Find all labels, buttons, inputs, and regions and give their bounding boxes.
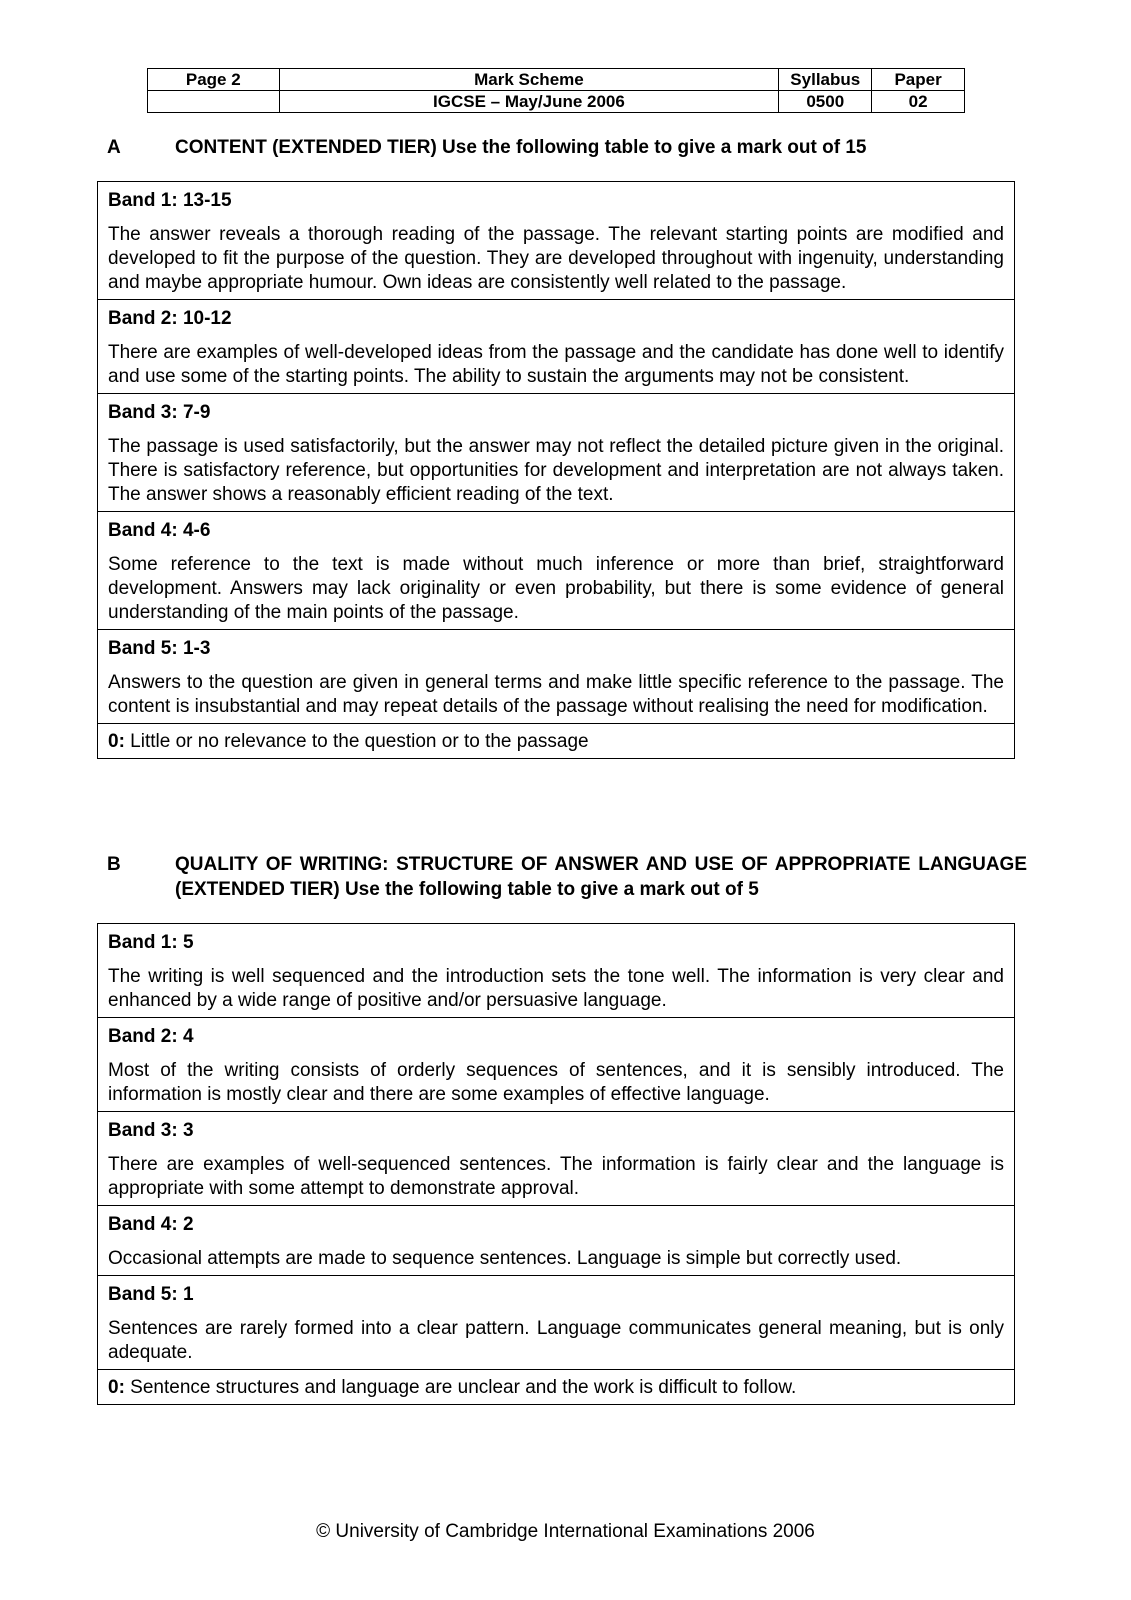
band-title: Band 3: 7-9 [108,402,211,423]
band-row [98,512,1014,630]
band-description: The answer reveals a thorough reading of the passage. The relevant starting points are modified and developed to fit the purpose of the question. They are developed throughout with ingenuity, understanding and maybe appropriate humour. Own ideas are consistently well related to the passage. [108,224,1004,293]
band-row [98,1206,1014,1276]
section-b-heading [107,852,1027,902]
zero-description: Sentence structures and language are unclear and the work is difficult to follow. [124,1377,797,1398]
band-description: There are examples of well-developed ideas from the passage and the candidate has done well to identify and use some of the starting points. The ability to sustain the arguments may not be consistent. [108,342,1004,387]
band-row [98,1276,1014,1370]
band-description: There are examples of well-sequenced sentences. The information is fairly clear and the language is appropriate with some attempt to demonstrate approval. [108,1154,1004,1199]
paper-label: Paper [872,69,965,91]
band-row [98,394,1014,512]
page-label: Page 2 [148,69,280,91]
band-zero-row [98,724,1014,758]
zero-description: Little or no relevance to the question or to the passage [124,731,589,752]
copyright-footer: © University of Cambridge International Examinations 2006 [316,1521,815,1542]
band-description: Occasional attempts are made to sequence sentences. Language is simple but correctly used. [108,1248,902,1269]
band-row [98,1112,1014,1206]
band-description: Answers to the question are given in general terms and make little specific reference to the passage. The content is insubstantial and may repeat details of the passage without realising the need for modification. [108,672,1004,717]
paper-value: 02 [872,91,965,113]
band-row [98,300,1014,394]
zero-label: 0: [108,1377,125,1398]
band-title: Band 2: 4 [108,1026,194,1047]
band-description: The passage is used satisfactorily, but the answer may not reflect the detailed picture given in the original. There is satisfactory reference, but opportunities for development and interpretation are not always taken. The answer shows a reasonably efficient reading of the text. [108,436,1004,505]
band-title: Band 5: 1 [108,1284,194,1305]
syllabus-value: 0500 [779,91,872,113]
section-a-heading [107,135,1027,160]
band-row [98,630,1014,724]
band-title: Band 1: 5 [108,932,194,953]
band-title: Band 3: 3 [108,1120,194,1141]
zero-label: 0: [108,731,125,752]
band-zero-row [98,1370,1014,1404]
band-description: Most of the writing consists of orderly sequences of sentences, and it is sensibly introduced. The information is mostly clear and there are some examples of effective language. [108,1060,1004,1105]
band-row [98,182,1014,300]
header-table [147,68,965,113]
band-title: Band 1: 13-15 [108,190,232,211]
band-title: Band 4: 4-6 [108,520,211,541]
band-title: Band 2: 10-12 [108,308,232,329]
band-description: The writing is well sequenced and the introduction sets the tone well. The information is very clear and enhanced by a wide range of positive and/or persuasive language. [108,966,1004,1011]
section-title: QUALITY OF WRITING: STRUCTURE OF ANSWER AND USE OF APPROPRIATE LANGUAGE (EXTENDED TIER) Use the following table to give a mark out of 5 [175,854,1027,900]
header-empty-cell [148,91,280,113]
mark-scheme-label: Mark Scheme [279,69,779,91]
band-title: Band 4: 2 [108,1214,194,1235]
syllabus-label: Syllabus [779,69,872,91]
band-title: Band 5: 1-3 [108,638,211,659]
band-row [98,924,1014,1018]
section-title: CONTENT (EXTENDED TIER) Use the following table to give a mark out of 15 [175,137,867,158]
section-a-band-table [97,181,1015,759]
band-description: Some reference to the text is made without much inference or more than brief, straightforward development. Answers may lack originality or even probability, but there is some evidence of general understanding of the main points of the passage. [108,554,1004,623]
band-description: Sentences are rarely formed into a clear pattern. Language communicates general meaning, but is only adequate. [108,1318,1004,1363]
exam-label: IGCSE – May/June 2006 [279,91,779,113]
section-b-band-table [97,923,1015,1405]
section-letter: B [107,854,121,875]
band-row [98,1018,1014,1112]
section-letter: A [107,137,121,158]
